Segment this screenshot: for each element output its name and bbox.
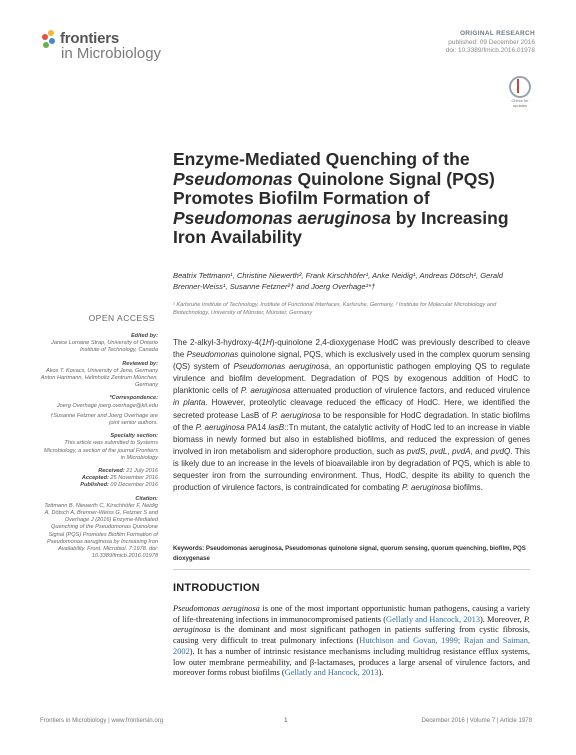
- crossmark-text: Check for updates: [511, 98, 529, 108]
- brand-journal: in Microbiology: [61, 45, 162, 62]
- affiliations: ¹ Karlsruhe Institute of Technology, Institute of Functional Interfaces, Karlsruhe, Germany, ² Institute for Molecular Microbiology and Biotechnology, University of Münster, Münster, Germany: [173, 302, 497, 316]
- keywords: [173, 544, 530, 563]
- published-row: Published: 09 December 2016: [80, 482, 158, 489]
- accepted-row: Accepted: 25 November 2016: [81, 475, 158, 482]
- citation-link[interactable]: Gellatly and Hancock, 2013: [284, 668, 379, 678]
- citation: Tettmann B, Niewerth C, Kirschhöfer F, Neidig A, Dötsch A, Brenner-Weiss G, Fetzner S and Overhage J (2016) Enzyme-Mediated Quenching of the Pseudomonas Quinolone Signal (PQS) Promotes Biofilm Formation of Pseudomonas aeruginosa by Increasing Iron Availability. Front. Microbiol. 7:1978. doi: 10.3389/fmicb.2016.01978: [44, 502, 158, 560]
- page-number: 1: [284, 717, 288, 724]
- abstract: The 2-alkyl-3-hydroxy-4(1H)-quinolone 2,4-dioxygenase HodC was previously described to cleave the Pseudomonas quinolone signal, PQS, which is exclusively used in the complex quorum sensing (QS) system of Pseudomonas aeruginosa, an opportunistic pathogen employing QS to regulate virulence and biofilm development. Degradation of PQS by exogenous addition of HodC to planktonic cells of P. aeruginosa attenuated production of virulence factors, and reduced virulence in planta. However, proteolytic cleavage reduced the efficacy of HodC. Here, we identified the secreted protease LasB of P. aeruginosa to be responsible for HodC degradation. In static biofilms of the P. aeruginosa PA14 lasB::Tn mutant, the catalytic activity of HodC led to an increase in viable biomass in newly formed but also in established biofilms, and reduced the expression of genes involved in iron metabolism and siderophore production, such as pvdS, pvdL, pvdA, and pvdQ. This is likely due to an increase in the levels of bioavailable iron by degradation of PQS, which is able to sequester iron from the surrounding environment. Thus, HodC, despite its ability to quench the production of virulence factors, is contraindicated for combating P. aeruginosa biofilms.: [173, 338, 531, 493]
- equal-contribution-note: †Susanne Fetzner and Joerg Overhage are joint senior authors.: [50, 412, 158, 427]
- crossmark-badge[interactable]: [506, 76, 534, 108]
- edited-by-label: Edited by:: [130, 333, 158, 339]
- specialty-label: Specialty section:: [110, 433, 158, 440]
- open-access-label: OPEN ACCESS: [88, 313, 155, 323]
- article-type: ORIGINAL RESEARCH: [459, 30, 535, 37]
- sidebar-info: [40, 333, 158, 560]
- edited-by: Janice Lorraine Strap, University of Ontario Institute of Technology, Canada: [51, 340, 158, 354]
- article-meta: [446, 30, 535, 56]
- specialty-section: This article was submitted to Systems Microbiology, a section of the journal Frontiers in Microbiology: [44, 440, 158, 461]
- reviewer-1: Akos T. Kovacs, University of Jena, Germany: [45, 367, 158, 374]
- section-divider: [173, 569, 530, 570]
- doi-link[interactable]: doi: 10.3389/fmicb.2016.01978: [445, 47, 535, 54]
- article-title: Enzyme-Mediated Quenching of the Pseudomonas Quinolone Signal (PQS) Promotes Biofilm Formation of Pseudomonas aeruginosa by Increasing Iron Availability: [173, 149, 509, 247]
- crossmark-icon: [509, 76, 531, 98]
- footer-journal[interactable]: Frontiers in Microbiology | www.frontiersin.org: [40, 717, 164, 724]
- frontiers-logo-icon: [40, 28, 62, 50]
- correspondence[interactable]: Joerg Overhage joerg.overhage@kit.edu: [56, 402, 158, 409]
- author-list: Beatrix Tettmann¹, Christine Niewerth², Frank Kirschhöfer¹, Anke Neidig¹, Andreas Dötsch¹, Gerald Brenner-Weiss¹, Susanne Fetzner²† and Joerg Overhage¹*†: [173, 271, 504, 291]
- keywords-list: Pseudomonas aeruginosa, Pseudomonas quinolone signal, quorum sensing, quorum quenching, biofilm, PQS dioxygenase: [173, 545, 526, 562]
- brand-name: frontiers: [60, 30, 120, 47]
- intro-heading: INTRODUCTION: [173, 582, 260, 594]
- reviewer-2: Anton Hartmann, Helmholtz Zentrum München, Germany: [40, 375, 158, 389]
- intro-paragraph: Pseudomonas aeruginosa is one of the most important opportunistic human pathogens, causing a variety of life-threatening infections in immunocompromised patients (Gellatly and Hancock, 2013). Moreover, P. aeruginosa is the dominant and most significant pathogen in patients suffering from cystic fibrosis, causing very difficult to treat pulmonary infections (Hutchison and Govan, 1999; Rajan and Saiman, 2002). It has a number of intrinsic resistance mechanisms including multidrug resistance efflux systems, low outer membrane permeability, and β-lactamases, produces a large arsenal of virulence factors, and moreover forms robust biofilms (Gellatly and Hancock, 2013).: [173, 604, 531, 678]
- received-row: Received: 21 July 2016: [98, 468, 158, 475]
- reviewed-by-label: Reviewed by:: [122, 360, 158, 367]
- footer-issue: December 2016 | Volume 7 | Article 1978: [421, 717, 532, 724]
- keywords-label: Keywords:: [173, 545, 205, 552]
- citation-link[interactable]: Hutchison and Govan, 1999; Rajan and Saiman, 2002: [173, 636, 530, 656]
- citation-link[interactable]: Gellatly and Hancock, 2013: [386, 614, 481, 624]
- published-date: published: 09 December 2016: [448, 38, 535, 46]
- correspondence-label: *Correspondence:: [109, 395, 158, 402]
- citation-label: Citation:: [135, 495, 158, 502]
